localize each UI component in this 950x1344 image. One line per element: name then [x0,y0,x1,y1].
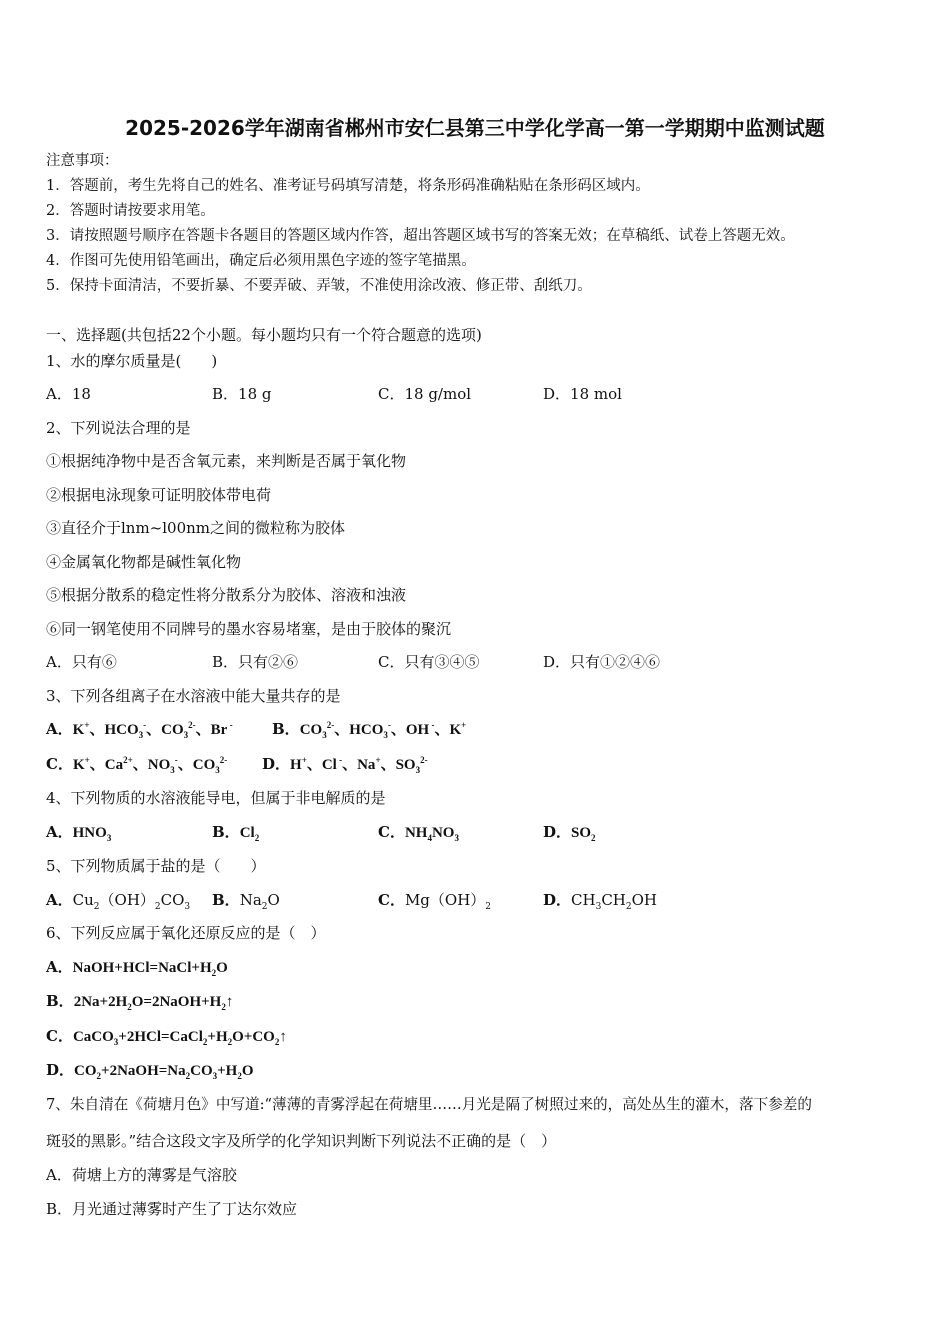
q3-option-b-label: B． [272,720,300,738]
q3-option-c: C．K+、$Ca^{2+}$、$NO_3^-$、$CO_3^{2-}$ [46,755,228,775]
q2-option-d: D．只有①②④⑥ [543,653,661,671]
q2-statement-6: ⑥同一钢笔使用不同牌号的墨水容易堵塞，是由于胶体的聚沉 [46,620,452,638]
question-7-stem-line-2: 斑驳的黑影。”结合这段文字及所学的化学知识判断下列说法不正确的是（ ） [46,1132,557,1150]
q5-option-b: B．$Na_2O$ [212,891,280,912]
q4-option-c: C．$NH_4NO_3$ [378,823,459,843]
q6-option-d-label: D． [46,1061,75,1079]
notice-item-4: 4．作图可先使用铅笔画出，确定后必须用黑色字迹的签字笔描黑。 [46,253,476,269]
q1-option-b: B．18 g [212,385,272,403]
q4-option-a: A．$HNO_3$ [46,823,112,843]
q5-option-c: C．$Mg(OH)_2$ [378,891,492,912]
q5-option-a-label: A． [46,891,73,909]
q2-option-c: C．只有③④⑤ [378,653,480,671]
notice-item-5: 5．保持卡面清洁，不要折暴、不要弄破、弄皱，不准使用涂改液、修正带、刮纸刀。 [46,278,592,294]
q5-option-b-label: B． [212,891,240,909]
question-7-stem-line-1: 7、朱自清在《荷塘月色》中写道:“薄薄的青雾浮起在荷塘里……月光是隔了树照过来的，高处丛生的灌木，落下参差的 [46,1096,812,1113]
q6-option-c-label: C． [46,1027,73,1045]
q2-option-a: A．只有⑥ [46,653,117,671]
q4-option-d: D．$SO_2$ [543,823,596,843]
q4-option-b: B．$Cl_2$ [212,823,260,843]
section-heading: 一、选择题(共包括22个小题。每小题均只有一个符合题意的选项) [46,326,482,344]
notice-heading: 注意事项： [46,153,119,169]
q5-option-a: A．$Cu_2(OH)_2CO_3$ [46,891,191,912]
question-3-stem: 3、下列各组离子在水溶液中能大量共存的是 [46,687,341,705]
notice-item-3: 3．请按照题号顺序在答题卡各题目的答题区域内作答，超出答题区域书写的答案无效；在草稿纸、试卷上答题无效。 [46,228,795,244]
q4-option-a-label: A． [46,823,73,841]
q2-statement-4: ④金属氧化物都是碱性氧化物 [46,553,242,571]
q6-option-b-label: B． [46,992,74,1010]
q7-option-a: A．荷塘上方的薄雾是气溶胶 [46,1166,237,1184]
q3-option-a-label: A． [46,720,73,738]
q3-option-c-label: C． [46,755,73,773]
q3-option-d: D．H+、Cl -、Na+、$SO_3^{2-}$ [262,755,428,775]
question-2-stem: 2、下列说法合理的是 [46,419,191,437]
q1-option-d: D．18 mol [543,385,622,403]
question-4-stem: 4、下列物质的水溶液能导电，但属于非电解质的是 [46,789,386,807]
q3-option-d-label: D． [262,755,291,773]
q6-option-d: D．$CO_2+2NaOH=Na_2CO_3+H_2O$ [46,1061,254,1081]
q5-option-c-label: C． [378,891,405,909]
question-5-stem: 5、下列物质属于盐的是（ ） [46,857,266,875]
q6-option-a-label: A． [46,958,73,976]
q4-option-b-label: B． [212,823,240,841]
q2-option-b: B．只有②⑥ [212,653,299,671]
question-6-stem: 6、下列反应属于氧化还原反应的是（ ） [46,924,326,942]
page-title: 2025-2026学年湖南省郴州市安仁县第三中学化学高一第一学期期中监测试题 [125,116,825,140]
q3-option-b: B．$CO_3^{2-}$、$HCO_3^-$、OH -、K+ [272,720,467,740]
notice-item-1: 1．答题前，考生先将自己的姓名、准考证号码填写清楚，将条形码准确粘贴在条形码区域内。 [46,178,650,194]
q1-option-c: C．18 g/mol [378,385,472,403]
notice-item-2: 2．答题时请按要求用笔。 [46,203,215,219]
q3-option-a: A．K+、$HCO_3^-$、$CO_3^{2-}$、Br - [46,720,233,740]
q5-option-d: D．$CH_3CH_2OH$ [543,891,657,912]
question-1-stem: 1、水的摩尔质量是( ) [46,352,218,370]
q1-option-a: A．18 [46,385,91,403]
q2-statement-3: ③直径介于lnm~l00nm之间的微粒称为胶体 [46,519,346,537]
q2-statement-1: ①根据纯净物中是否含氧元素，来判断是否属于氧化物 [46,452,407,470]
q4-option-d-label: D． [543,823,572,841]
q6-option-c: C．$CaCO_3+2HCl=CaCl_2+H_2O+CO_2↑$ [46,1027,287,1047]
q4-option-c-label: C． [378,823,405,841]
q2-statement-5: ⑤根据分散系的稳定性将分散系分为胶体、溶液和浊液 [46,586,407,604]
q2-statement-2: ②根据电泳现象可证明胶体带电荷 [46,486,272,504]
q6-option-a: A．$NaOH+HCl=NaCl+H_2O$ [46,958,228,978]
q7-option-b: B．月光通过薄雾时产生了丁达尔效应 [46,1200,298,1218]
q6-option-b: B．$2Na+2H_2O=2NaOH+H_2↑$ [46,992,234,1012]
q5-option-d-label: D． [543,891,572,909]
